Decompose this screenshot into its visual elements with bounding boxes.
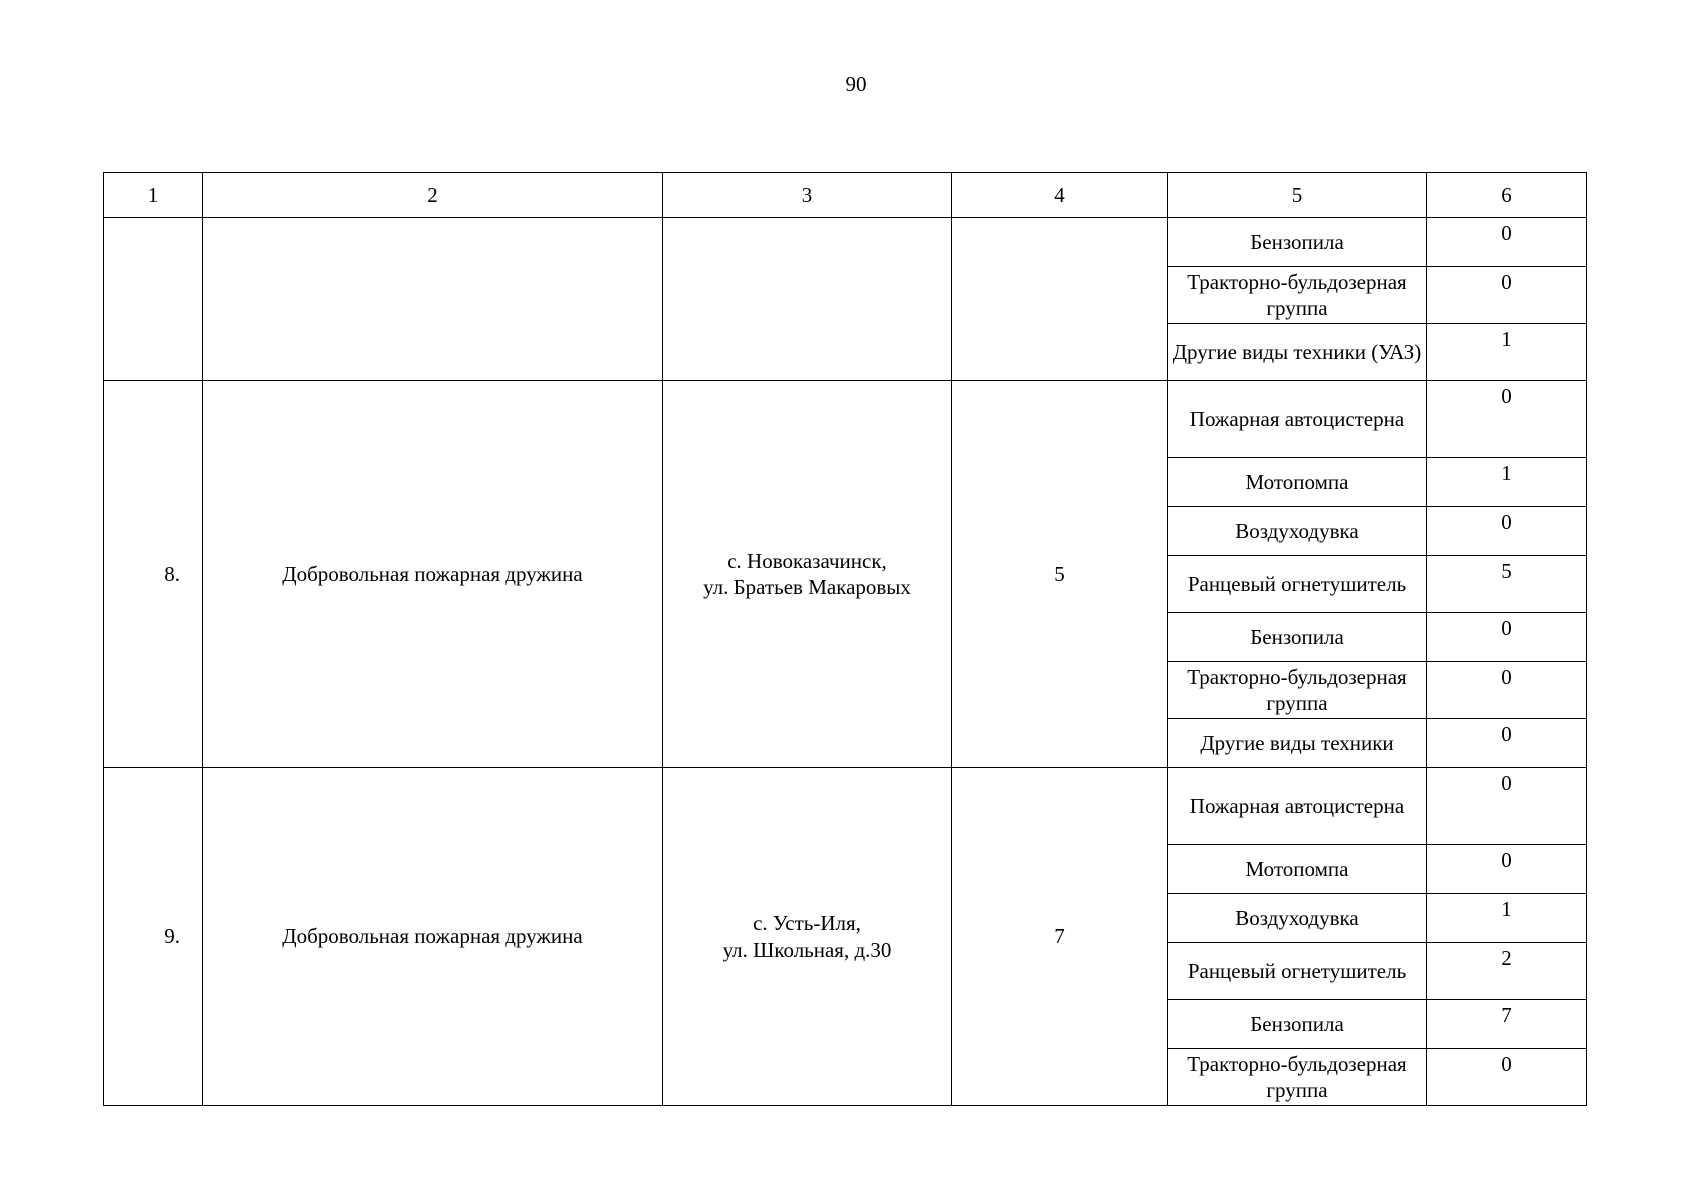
count-cell: 0 (1427, 267, 1587, 324)
entry-number: 8. (104, 381, 203, 768)
header-cell: 6 (1427, 173, 1587, 218)
entry-address (663, 381, 952, 768)
count-cell: 2 (1427, 943, 1587, 1000)
header-cell: 1 (104, 173, 203, 218)
header-cell: 2 (203, 173, 663, 218)
count-cell: 0 (1427, 768, 1587, 845)
header-cell: 4 (952, 173, 1168, 218)
count-cell: 0 (1427, 507, 1587, 556)
equipment-cell: Тракторно-бульдозерная группа (1168, 267, 1427, 324)
equipment-cell: Бензопила (1168, 1000, 1427, 1049)
count-cell: 0 (1427, 613, 1587, 662)
count-cell: 1 (1427, 458, 1587, 507)
continued-col4-cell (952, 218, 1168, 381)
entry-name: Добровольная пожарная дружина (203, 381, 663, 768)
equipment-cell: Воздуходувка (1168, 507, 1427, 556)
count-cell: 0 (1427, 1049, 1587, 1106)
equipment-cell: Тракторно-бульдозерная группа (1168, 1049, 1427, 1106)
count-cell: 0 (1427, 662, 1587, 719)
equipment-table (103, 172, 1587, 1106)
continued-address-cell (663, 218, 952, 381)
equipment-cell: Бензопила (1168, 613, 1427, 662)
address-line: ул. Школьная, д.30 (722, 937, 892, 962)
equipment-cell: Воздуходувка (1168, 894, 1427, 943)
entry-col4: 7 (952, 768, 1168, 1106)
equipment-cell: Мотопомпа (1168, 845, 1427, 894)
equipment-cell: Пожарная автоцистерна (1168, 768, 1427, 845)
count-cell: 1 (1427, 324, 1587, 381)
continued-num-cell (104, 218, 203, 381)
header-row (104, 173, 1587, 218)
address-line: ул. Братьев Макаровых (703, 575, 911, 599)
header-cell: 3 (663, 173, 952, 218)
address-line: с. Усть-Иля, (753, 911, 861, 936)
equipment-cell: Другие виды техники (1168, 719, 1427, 768)
page-number: 90 (845, 72, 867, 96)
equipment-cell: Другие виды техники (УАЗ) (1168, 324, 1427, 381)
count-cell: 0 (1427, 719, 1587, 768)
equipment-cell: Тракторно-бульдозерная группа (1168, 662, 1427, 719)
count-cell: 1 (1427, 894, 1587, 943)
equipment-cell: Ранцевый огнетушитель (1168, 943, 1427, 1000)
equipment-cell: Пожарная автоцистерна (1168, 381, 1427, 458)
entry-name: Добровольная пожарная дружина (203, 768, 663, 1106)
count-cell: 0 (1427, 218, 1587, 267)
continued-name-cell (203, 218, 663, 381)
table-row (104, 218, 1587, 267)
header-cell: 5 (1168, 173, 1427, 218)
count-cell: 7 (1427, 1000, 1587, 1049)
count-cell: 5 (1427, 556, 1587, 613)
table-row (104, 381, 1587, 458)
entry-col4: 5 (952, 381, 1168, 768)
count-cell: 0 (1427, 381, 1587, 458)
equipment-cell: Мотопомпа (1168, 458, 1427, 507)
address-line: с. Новоказачинск, (727, 548, 887, 573)
equipment-cell: Бензопила (1168, 218, 1427, 267)
equipment-cell: Ранцевый огнетушитель (1168, 556, 1427, 613)
count-cell: 0 (1427, 845, 1587, 894)
entry-address (663, 768, 952, 1106)
table-row (104, 768, 1587, 845)
entry-number: 9. (104, 768, 203, 1106)
